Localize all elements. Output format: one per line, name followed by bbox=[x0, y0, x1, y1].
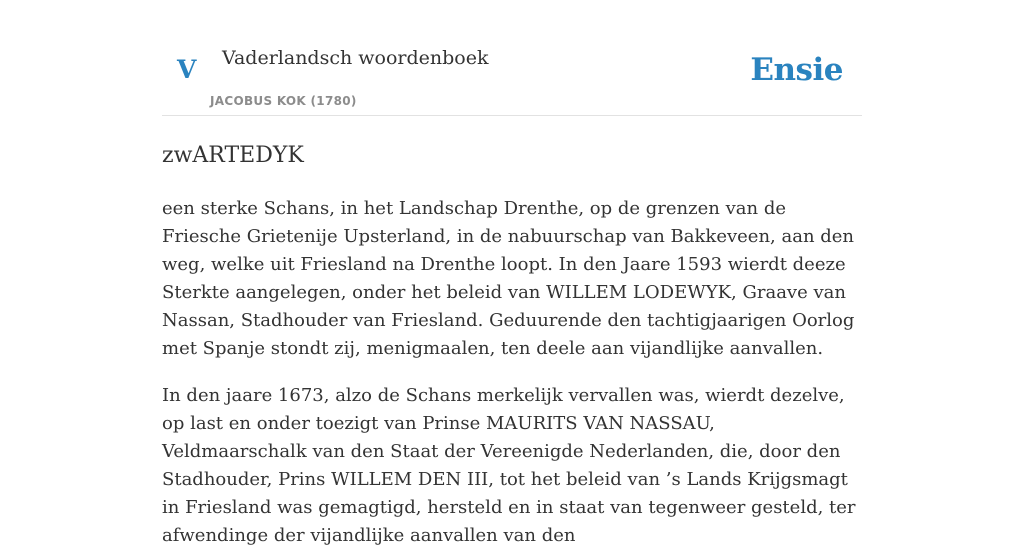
entry-paragraph: In den jaare 1673, alzo de Schans merkelijk vervallen was, wierdt dezelve, op last en onder toezigt van Prinse MAURITS VAN NASSAU, Veldmaarschalk van den Staat der Vereenigde Nederlanden, die, door den Stadhouder, Prins WILLEM DEN III, tot het beleid van ’s Lands Krijgsmagt in Friesland was gemagtigd, hersteld en in staat van tegenweer gesteld, ter afwendinge der vijandlijke aanvallen van den bbox=[162, 385, 856, 546]
entry-paragraph: een sterke Schans, in het Landschap Drenthe, op de grenzen van de Friesche Grietenije Upsterland, in de nabuurschap van Bakkeveen, aan den weg, welke uit Friesland na Drenthe loopt. In den Jaare 1593 wierdt deeze Sterkte aangelegen, onder het beleid van WILLEM LODEWYK, Graave van Nassan, Stadhouder van Friesland. Geduurende den tachtigjaarigen Oorlog met Spanje stondt zij, menigmaalen, ten deele aan vijandlijke aanvallen. bbox=[162, 198, 855, 359]
page bbox=[162, 0, 862, 550]
book-title-link[interactable]: Vaderlandsch woordenboek bbox=[222, 47, 489, 69]
entry-title: zwARTEDYK bbox=[162, 143, 304, 168]
book-author: JACOBUS KOK (1780) bbox=[210, 94, 357, 108]
dictionary-header bbox=[162, 0, 862, 116]
ensie-logo[interactable]: Ensie bbox=[750, 52, 843, 88]
book-letter-badge[interactable]: V bbox=[177, 55, 197, 84]
